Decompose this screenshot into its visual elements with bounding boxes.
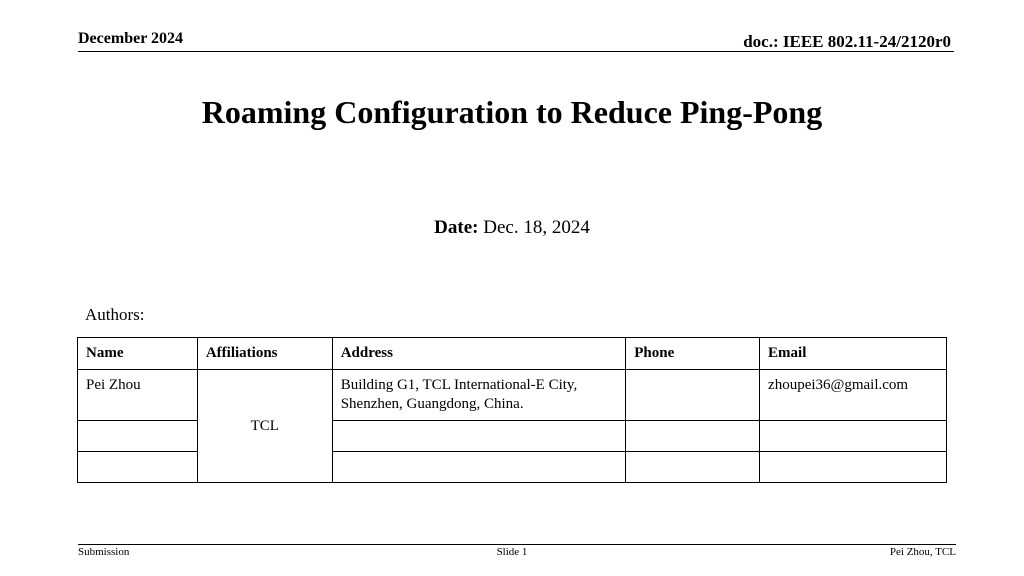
authors-label: Authors: xyxy=(85,305,145,324)
header-rule xyxy=(78,51,954,52)
empty-cell xyxy=(78,421,198,452)
slide-title: Roaming Configuration to Reduce Ping-Pong xyxy=(201,94,823,130)
empty-cell xyxy=(626,452,760,483)
date-line xyxy=(0,217,1024,239)
date-label: Date: xyxy=(434,217,479,238)
table-header-row xyxy=(78,338,947,370)
footer-author: Pei Zhou, TCL xyxy=(889,546,956,558)
footer-slide-number: Slide 1 xyxy=(496,546,528,558)
empty-cell xyxy=(78,452,198,483)
author-address: Building G1, TCL International-E City, Shenzhen, Guangdong, China. xyxy=(332,370,626,421)
authors-table xyxy=(77,337,947,483)
empty-cell xyxy=(760,421,947,452)
author-phone xyxy=(626,370,760,421)
date-value: Dec. 18, 2024 xyxy=(483,217,590,238)
empty-cell xyxy=(626,421,760,452)
header-date: December 2024 xyxy=(78,30,183,47)
empty-cell xyxy=(760,452,947,483)
empty-cell xyxy=(332,421,626,452)
footer-rule xyxy=(78,544,956,545)
footer-submission: Submission xyxy=(78,546,130,558)
author-affiliation: TCL xyxy=(197,370,332,483)
column-header-affiliations: Affiliations xyxy=(197,338,332,370)
header-doc-id: doc.: IEEE 802.11-24/2120r0 xyxy=(743,32,951,51)
column-header-email: Email xyxy=(760,338,947,370)
column-header-name: Name xyxy=(78,338,198,370)
author-name: Pei Zhou xyxy=(78,370,198,421)
author-email: zhoupei36@gmail.com xyxy=(760,370,947,421)
empty-cell xyxy=(332,452,626,483)
table-row xyxy=(78,370,947,421)
column-header-address: Address xyxy=(332,338,626,370)
column-header-phone: Phone xyxy=(626,338,760,370)
